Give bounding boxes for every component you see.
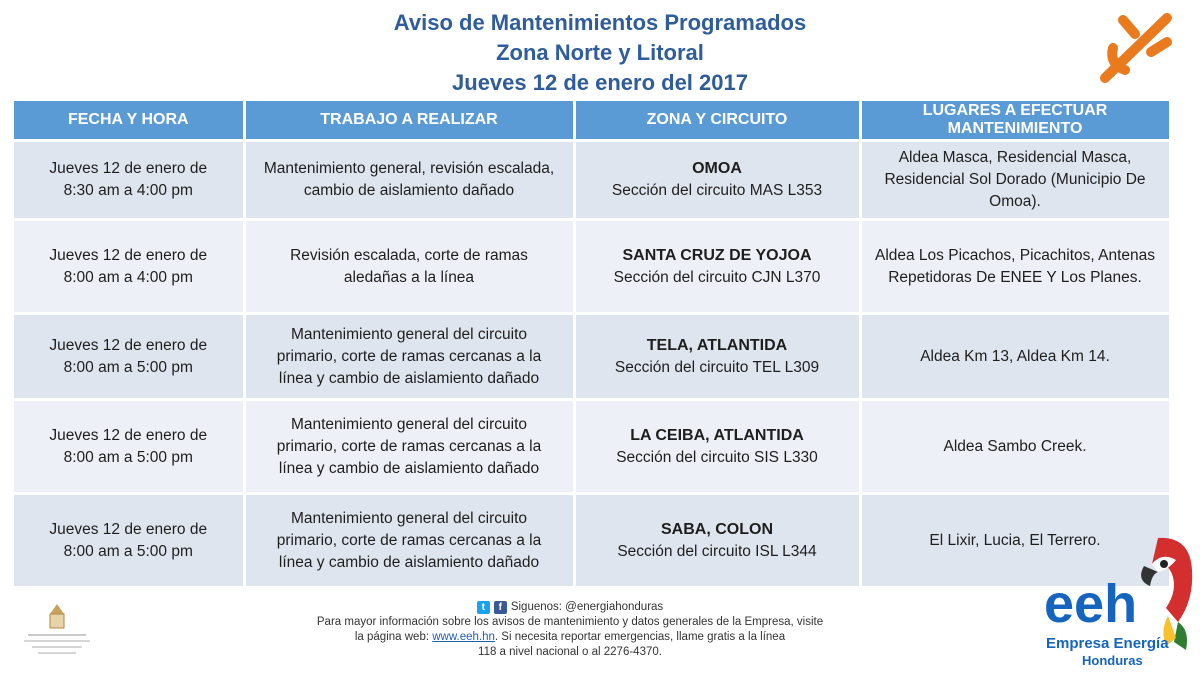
table-row xyxy=(14,220,1170,314)
places-cell xyxy=(860,314,1170,400)
brand-name: Empresa Energía xyxy=(1046,635,1169,652)
date-cell xyxy=(14,314,244,400)
table-row xyxy=(14,400,1170,494)
places-line: Aldea Km 13, Aldea Km 14. xyxy=(920,347,1110,365)
info-line-2-post: . Si necesita reportar emergencias, llame gratis a la línea xyxy=(494,631,786,643)
social-handle: Siguenos: @energiahonduras xyxy=(510,601,664,613)
work-cell xyxy=(244,400,574,494)
work-line: primario, corte de ramas cercanas a la xyxy=(276,437,542,455)
work-cell xyxy=(244,314,574,400)
time-text: 8:00 am a 4:00 pm xyxy=(63,268,193,286)
work-line: primario, corte de ramas cercanas a la xyxy=(276,531,542,549)
zone-cell xyxy=(574,314,860,400)
date-text: Jueves 12 de enero de xyxy=(49,520,208,538)
time-text: 8:00 am a 5:00 pm xyxy=(63,358,193,376)
date-cell xyxy=(14,220,244,314)
info-line-3: 118 a nivel nacional o al 2276-4370. xyxy=(478,646,662,658)
twitter-icon[interactable]: t xyxy=(477,601,490,614)
table-row xyxy=(14,314,1170,400)
places-cell xyxy=(860,141,1170,220)
work-cell xyxy=(244,494,574,588)
website-link[interactable]: www.eeh.hn xyxy=(432,631,495,643)
circuit-text: Sección del circuito TEL L309 xyxy=(614,358,820,376)
notice-title xyxy=(300,8,900,98)
work-cell xyxy=(244,220,574,314)
facebook-icon[interactable]: f xyxy=(494,601,507,614)
work-line: aledañas a la línea xyxy=(343,268,475,286)
date-cell xyxy=(14,494,244,588)
zone-name: SANTA CRUZ DE YOJOA xyxy=(622,246,812,264)
title-line-2: Zona Norte y Litoral xyxy=(496,40,704,65)
zone-name: TELA, ATLANTIDA xyxy=(646,336,788,354)
government-seal-icon xyxy=(14,600,100,666)
eeh-logo xyxy=(1040,530,1196,672)
header-date: FECHA Y HORA xyxy=(14,101,244,141)
work-line: Mantenimiento general del circuito xyxy=(290,325,528,343)
date-cell xyxy=(14,400,244,494)
title-line-3: Jueves 12 de enero del 2017 xyxy=(452,70,748,95)
places-line: Aldea Sambo Creek. xyxy=(943,437,1087,455)
work-line: cambio de aislamiento dañado xyxy=(303,182,515,199)
work-line: Mantenimiento general del circuito xyxy=(290,509,528,527)
date-text: Jueves 12 de enero de xyxy=(49,336,208,354)
date-text: Jueves 12 de enero de xyxy=(49,160,208,177)
places-cell xyxy=(860,400,1170,494)
eeh-wordmark: eeh xyxy=(1044,574,1138,634)
title-line-1: Aviso de Mantenimientos Programados xyxy=(393,10,807,35)
date-text: Jueves 12 de enero de xyxy=(49,246,208,264)
circuit-text: Sección del circuito CJN L370 xyxy=(613,268,821,286)
time-text: 8:00 am a 5:00 pm xyxy=(63,448,193,466)
date-text: Jueves 12 de enero de xyxy=(49,426,208,444)
circuit-text: Sección del circuito SIS L330 xyxy=(616,448,818,466)
header-places: LUGARES A EFECTUAR MANTENIMIENTO xyxy=(860,101,1170,141)
places-line: El Lixir, Lucia, El Terrero. xyxy=(929,531,1101,549)
zone-name: SABA, COLON xyxy=(661,520,773,538)
work-line: Revisión escalada, corte de ramas xyxy=(290,246,528,264)
table-row xyxy=(14,494,1170,588)
work-line: línea y cambio de aislamiento dañado xyxy=(278,459,540,477)
plug-icon xyxy=(1095,12,1175,86)
brand-country: Honduras xyxy=(1082,653,1143,668)
circuit-text: Sección del circuito ISL L344 xyxy=(617,542,817,560)
info-line-2 xyxy=(260,630,880,645)
work-line: línea y cambio de aislamiento dañado xyxy=(278,369,540,387)
header-zone: ZONA Y CIRCUITO xyxy=(574,101,860,141)
work-line: Mantenimiento general, revisión escalada, xyxy=(263,160,555,177)
work-line: primario, corte de ramas cercanas a la xyxy=(276,347,542,365)
work-line: Mantenimiento general del circuito xyxy=(290,415,528,433)
work-line: línea y cambio de aislamiento dañado xyxy=(278,553,540,571)
parrot-icon xyxy=(1141,538,1192,650)
footer-info xyxy=(260,600,880,660)
time-text: 8:30 am a 4:00 pm xyxy=(63,182,193,199)
zone-name: OMOA xyxy=(692,160,742,177)
circuit-text: Sección del circuito MAS L353 xyxy=(611,182,823,199)
maintenance-table xyxy=(14,101,1172,589)
places-line: Aldea Los Picachos, Picachitos, Antenas xyxy=(874,246,1156,264)
zone-cell xyxy=(574,141,860,220)
info-line-2-pre: la página web: xyxy=(354,631,433,643)
table-header-row xyxy=(14,101,1170,141)
places-cell xyxy=(860,220,1170,314)
date-cell xyxy=(14,141,244,220)
zone-name: LA CEIBA, ATLANTIDA xyxy=(630,426,804,444)
zone-cell xyxy=(574,220,860,314)
places-line: Repetidoras De ENEE Y Los Planes. xyxy=(888,268,1142,286)
places-line: Omoa). xyxy=(989,193,1041,210)
work-cell xyxy=(244,141,574,220)
table-row xyxy=(14,141,1170,220)
zone-cell xyxy=(574,400,860,494)
zone-cell xyxy=(574,494,860,588)
social-row xyxy=(477,600,663,615)
places-line: Residencial Sol Dorado (Municipio De xyxy=(884,171,1146,188)
header-work: TRABAJO A REALIZAR xyxy=(244,101,574,141)
info-line-1: Para mayor información sobre los avisos de mantenimiento y datos generales de la Empresa, visite xyxy=(316,616,824,628)
time-text: 8:00 am a 5:00 pm xyxy=(63,542,193,560)
places-line: Aldea Masca, Residencial Masca, xyxy=(898,149,1132,166)
